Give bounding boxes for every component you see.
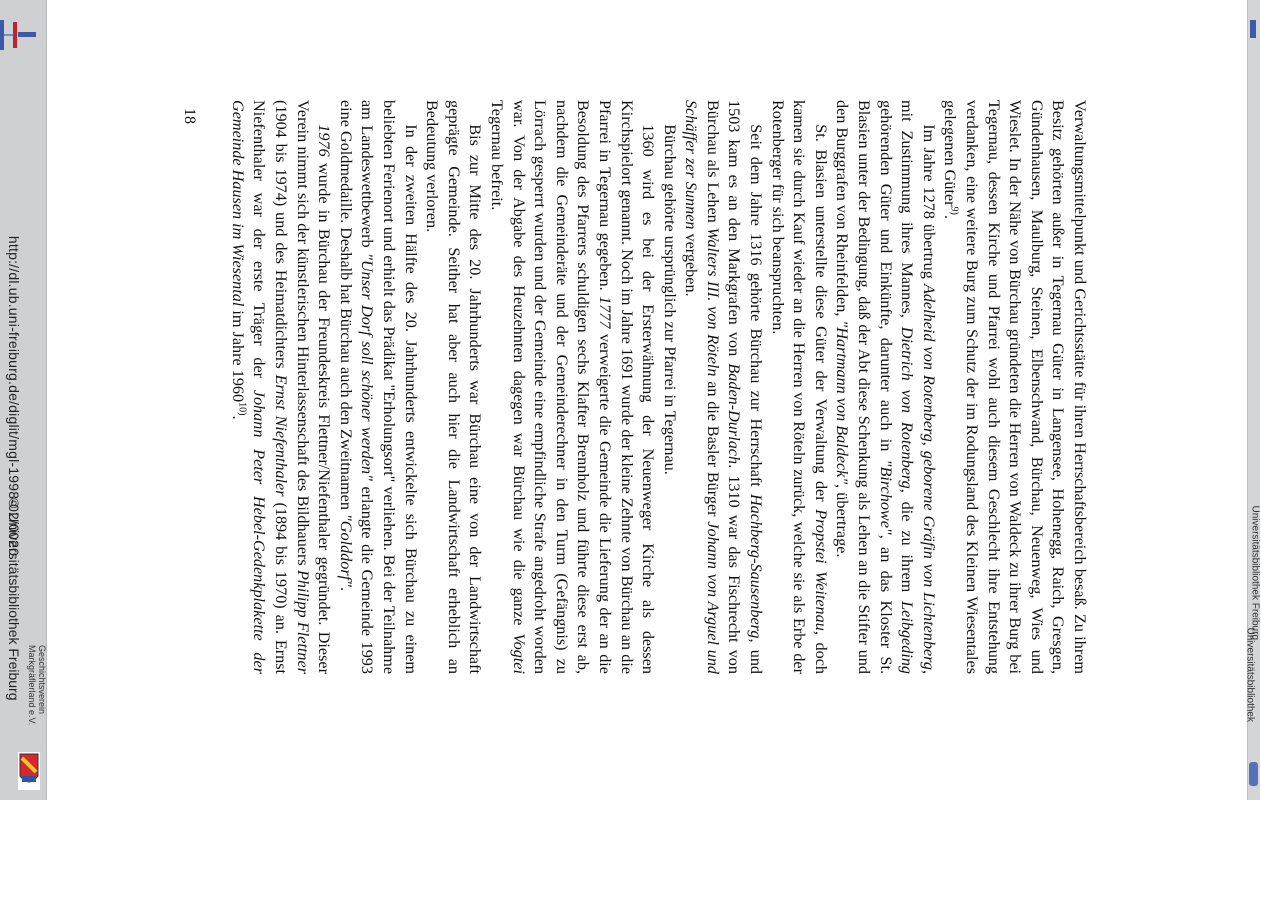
paragraph: In der zweiten Hälfte des 20. Jahrhunderts entwickelte sich Bürchau zu einem beliebten Ferienort und erhielt das Prädikat "Erholungsort" verliehen. Bei der Teilnahme am Landeswettbewerb "Unser Dorf soll schöner werden" erlangte die Gemeinde 1993 eine Goldmedaille. Deshalb hat Bürchau auch den Zweitnamen "Golddorf". [336, 100, 420, 674]
paragraph: 1976 wurde in Bürchau der Freundeskreis Flettner/Niefenthaler gegründet. Dieser Verein nimmt sich der künstlerischen Hinterlassenschaft des Bildhauers Philipp Flettner (1904 bis 1974) und des Heimatdichters Ernst Niefenthaler (1894 bis 1970) an. Ernst Niefenthaler war der erste Träger der Johann Peter Hebel-Gedenkplakette der Gemeinde Hausen im Wiesental im Jahre 1960$^{10)}$. [228, 100, 334, 675]
society-line-1: Geschichtsverein [37, 645, 47, 715]
paragraph: Verwaltungsmittelpunkt und Gerichtsstätte für ihren Herrschaftsbereich besaß. Zu ihrem Besitz gehörten außer in Tegernau Güter in Langensee, Hohenegg, Raich, Gresgen, Gündenhausen, Maulburg, Steinen, Elbenschwand, Bürchau, Neuenweg, Wies und Wieslet. In der Nähe von Bürchau gründeten die Herren von Waldeck zu ihrer Burg bei Tegernau, dessen Kirche und Pfarrei wohl auch diesem Geschlecht ihre Entstehung verdanken, eine weitere Burg zum Schutz der im Rodungsland des Kleinen Wiesentales gelegenen Güter$^{9)}$. [941, 100, 1089, 674]
paragraph: Bürchau gehörte ursprünglich zur Pfarrei in Tegernau. [660, 124, 679, 475]
paragraph: Im Jahre 1278 übertrug Adelheid von Rotenberg, geborene Gräfin von Lichtenberg, mit Zustimmung ihres Mannes, Dietrich von Rotenberg, die zu ihrem Leibgeding gehörenden Güter und Einkünfte, darunter auch in "Birchowe", an das Kloster St. Blasien unter der Bedingung, daß der Abt diese Schenkung als Lehen an die Stifter und den Burggrafen von Rheinfelden, "Hartmann von Baldeck", übertrage. [833, 100, 938, 675]
paragraph: Seit dem Jahre 1316 gehörte Bürchau zur Herrschaft Hachberg-Sausenberg, und 1503 kam es an den Markgrafen von Baden-Durlach. 1310 war das Fischrecht von Bürchau als Lehen Walters III. von Röteln an die Basler Bürger Johann von Arguel und Schäffer zer Sunnen vergeben. [682, 100, 766, 675]
paragraph: Bis zur Mitte des 20. Jahrhunderts war Bürchau eine von der Landwirtschaft geprägte Gemeinde. Seither hat aber auch hier die Landwirtschaft erheblich an Bedeutung verloren. [423, 100, 485, 674]
copyright-text: © Universitätsbibliothek Freiburg [6, 498, 22, 701]
right-library-text-2: Universitätsbibliothek [1244, 627, 1256, 722]
paragraph: St. Blasien unterstellte diese Güter der Verwaltung der Propstei Weitenau, doch kamen sie durch Kauf wieder an die Herren von Röteln zurück, welche sie als Erbe der Rotenberger für sich beanspruchten. [768, 100, 830, 674]
page-text-block [226, 100, 1090, 674]
right-library-text: Universitätsbibliothek Freiburg [1249, 505, 1261, 641]
paragraph: 1360 wird es bei der Ersterwähnung der Neuenweger Kirche als dessen Kirchspielort genannt. Noch im Jahre 1691 wurde der kleine Zehnte von Bürchau an die Pfarrei in Tegernau gegeben. 1777 verweigerte die Gemeinde die Lieferung der an die Besoldung des Pfarrers schuldigen sechs Klafter Brennholz und führte diese erst ab, nachdem die Gemeinderäte und der Gemeinderechner in den Turm (Gefängnis) zu Lörrach gesperrt wurden und der Gemeinde eine empfindliche Strafe angedroht worden war. Von der Abgabe des Heuzehnten dagegen war Bürchau wie die ganze Vogtei Tegernau befreit. [487, 100, 658, 674]
page-number: 18 [181, 108, 198, 124]
page-url-link[interactable]: http://dl.ub.uni-freiburg.de/diglit/mgl-1998-02/0020 [6, 235, 22, 557]
society-line-2: Markgräflerland e.V. [27, 645, 37, 726]
